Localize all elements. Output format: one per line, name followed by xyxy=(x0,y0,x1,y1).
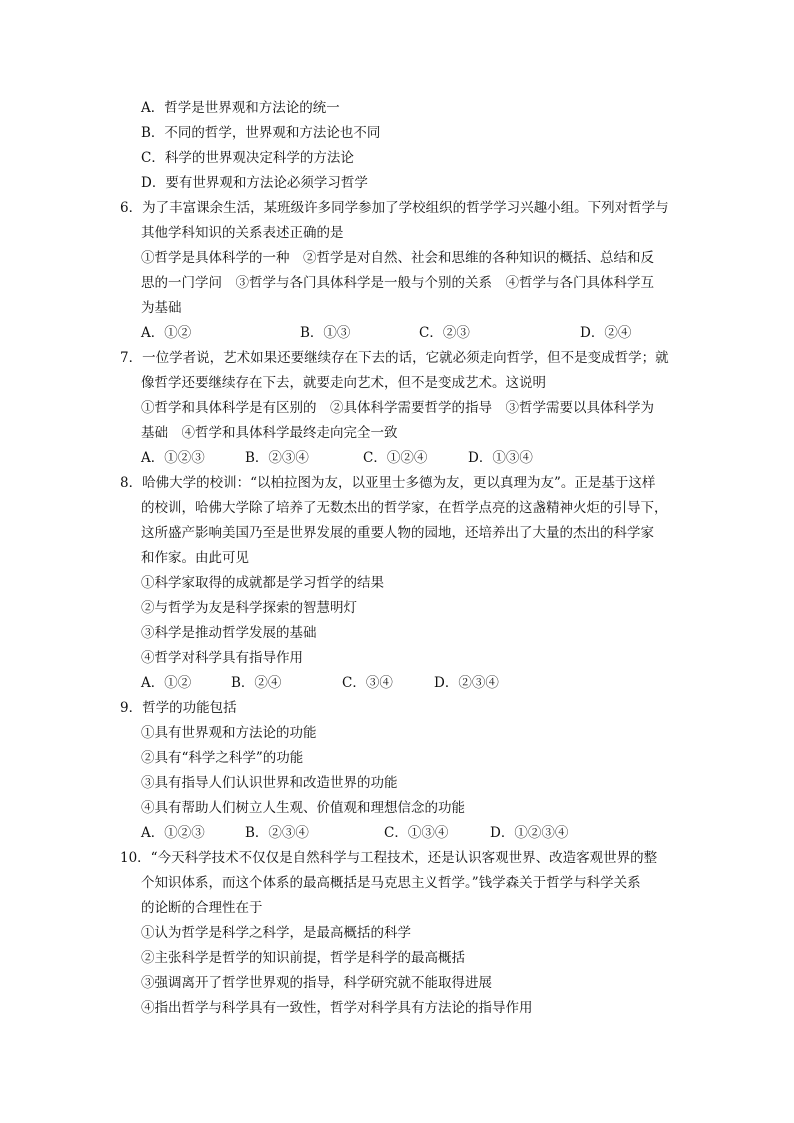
q7-stem-line-2: 像哲学还要继续存在下去，就要走向艺术，但不是变成艺术。这说明 xyxy=(141,375,546,391)
q6-statement-line-3: 为基础 xyxy=(141,300,182,316)
q8-stem-line-3: 这所盛产影响美国乃至是世界发展的重要人物的园地，还培养出了大量的杰出的科学家 xyxy=(141,525,654,541)
q5-option-b: B．不同的哲学，世界观和方法论也不同 xyxy=(141,125,381,141)
q10-stem-line-2: 个知识体系，而这个体系的最高概括是马克思主义哲学。”钱学森关于哲学与科学关系 xyxy=(141,875,641,891)
q8-option-c: C．③④ xyxy=(342,675,393,691)
q8-option-b: B．②④ xyxy=(231,675,282,691)
q7-option-d: D．①③④ xyxy=(468,450,533,466)
q8-statement-2: ②与哲学为友是科学探索的智慧明灯 xyxy=(141,600,357,616)
q7-statement-line-2: 基础 ④哲学和具体科学最终走向完全一致 xyxy=(141,425,398,441)
q10-statement-3: ③强调离开了哲学世界观的指导，科学研究就不能取得进展 xyxy=(141,975,492,991)
q7-stem-line-1: 7．一位学者说，艺术如果还要继续存在下去的话，它就必须走向哲学，但不是变成哲学；就 xyxy=(120,350,669,366)
q7-option-c: C．①②④ xyxy=(363,450,428,466)
q6-stem-line-2: 其他学科知识的关系表述正确的是 xyxy=(141,225,344,241)
q6-statement-line-1: ①哲学是具体科学的一种 ②哲学是对自然、社会和思维的各种知识的概括、总结和反 xyxy=(141,250,654,266)
q5-option-c: C．科学的世界观决定科学的方法论 xyxy=(141,150,354,166)
q8-stem-line-1: 8．哈佛大学的校训：“以柏拉图为友，以亚里士多德为友，更以真理为友”。正是基于这样 xyxy=(120,475,656,491)
q5-option-d: D．要有世界观和方法论必须学习哲学 xyxy=(141,175,368,191)
q7-option-a: A．①②③ xyxy=(141,450,205,466)
q10-stem-line-1: 10．“今天科学技术不仅仅是自然科学与工程技术，还是认识客观世界、改造客观世界的整 xyxy=(120,850,658,866)
q9-statement-3: ③具有指导人们认识世界和改造世界的功能 xyxy=(141,775,398,791)
q10-statement-4: ④指出哲学与科学具有一致性，哲学对科学具有方法论的指导作用 xyxy=(141,1000,533,1016)
q10-stem-line-3: 的论断的合理性在于 xyxy=(141,900,263,916)
q9-option-b: B．②③④ xyxy=(245,825,309,841)
q8-option-a: A．①② xyxy=(141,675,192,691)
q7-option-b: B．②③④ xyxy=(245,450,309,466)
q6-stem-line-1: 6．为了丰富课余生活，某班级许多同学参加了学校组织的哲学学习兴趣小组。下列对哲学与 xyxy=(120,200,669,216)
q8-statement-4: ④哲学对科学具有指导作用 xyxy=(141,650,303,666)
q8-option-d: D．②③④ xyxy=(434,675,499,691)
q9-stem: 9．哲学的功能包括 xyxy=(120,700,237,716)
q9-option-c: C．①③④ xyxy=(384,825,449,841)
q10-statement-2: ②主张科学是哲学的知识前提，哲学是科学的最高概括 xyxy=(141,950,465,966)
q8-stem-line-4: 和作家。由此可见 xyxy=(141,550,249,566)
q6-option-d: D．②④ xyxy=(580,325,632,341)
q9-statement-1: ①具有世界观和方法论的功能 xyxy=(141,725,317,741)
q9-option-a: A．①②③ xyxy=(141,825,205,841)
q6-option-a: A．①② xyxy=(141,325,192,341)
q7-statement-line-1: ①哲学和具体科学是有区别的 ②具体科学需要哲学的指导 ③哲学需要以具体科学为 xyxy=(141,400,654,416)
q9-option-d: D．①②③④ xyxy=(490,825,569,841)
q9-statement-4: ④具有帮助人们树立人生观、价值观和理想信念的功能 xyxy=(141,800,465,816)
q6-option-b: B．①③ xyxy=(300,325,351,341)
q6-statement-line-2: 思的一门学问 ③哲学与各门具体科学是一般与个别的关系 ④哲学与各门具体科学互 xyxy=(141,275,654,291)
q5-option-a: A．哲学是世界观和方法论的统一 xyxy=(141,100,340,116)
q10-statement-1: ①认为哲学是科学之科学，是最高概括的科学 xyxy=(141,925,411,941)
q8-statement-1: ①科学家取得的成就都是学习哲学的结果 xyxy=(141,575,384,591)
q8-statement-3: ③科学是推动哲学发展的基础 xyxy=(141,625,317,641)
q9-statement-2: ②具有“科学之科学”的功能 xyxy=(141,750,304,766)
q6-option-c: C．②③ xyxy=(419,325,470,341)
q8-stem-line-2: 的校训，哈佛大学除了培养了无数杰出的哲学家，在哲学点亮的这盏精神火炬的引导下， xyxy=(141,500,668,516)
